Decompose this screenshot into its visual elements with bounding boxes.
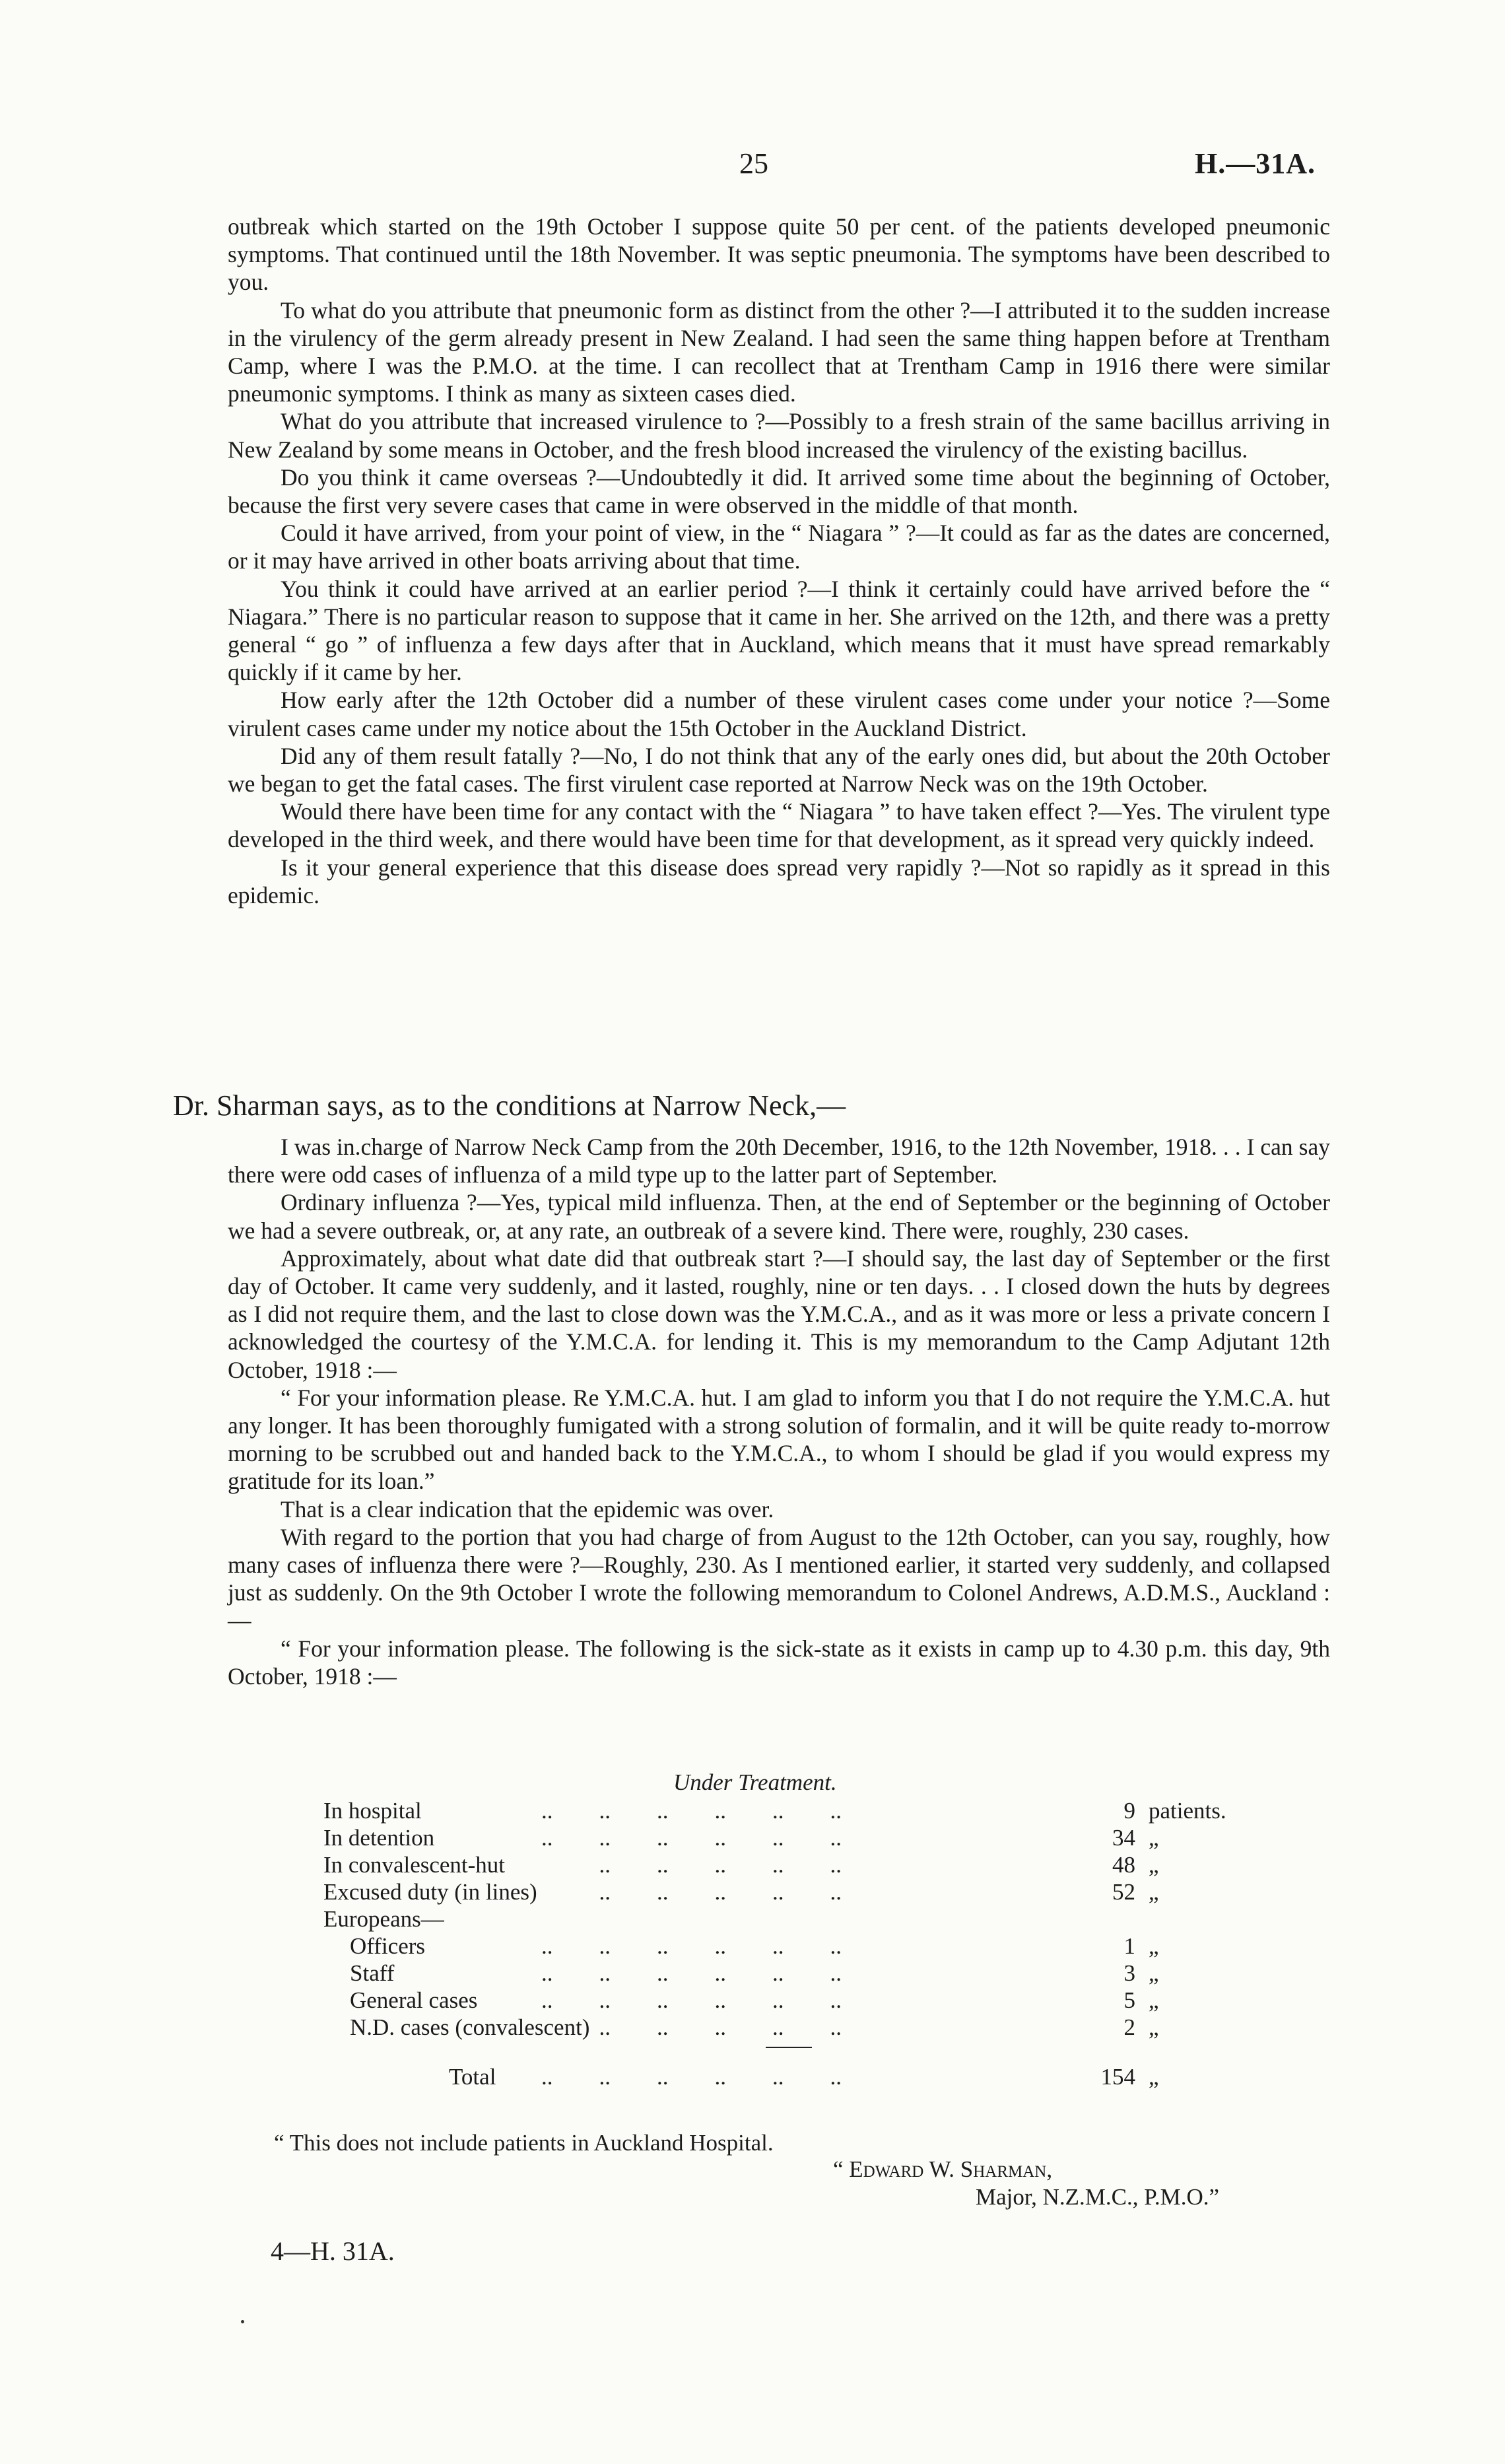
section-heading: Dr. Sharman says, as to the conditions at Narrow Neck,—: [173, 1089, 846, 1122]
stray-mark: [241, 2320, 244, 2323]
row-label: Europeans—: [323, 1906, 444, 1932]
paragraph: Could it have arrived, from your point of view, in the “ Niagara ” ?—It could as far as the dates are concerned, or it may have arrived in other boats arriving about that time.: [228, 520, 1330, 574]
leader-dots: .. .. .. .. .. ..: [541, 2064, 842, 2090]
table-row: [323, 2014, 1248, 2041]
paragraph: Is it your general experience that this disease does spread very rapidly ?—Not so rapidly as it spread in this epidemic.: [228, 854, 1330, 908]
row-value: 9: [1123, 1798, 1135, 1824]
table-row: [323, 1987, 1248, 2014]
row-unit: „: [1149, 1879, 1159, 1905]
paragraph: I was in.charge of Narrow Neck Camp from the 20th December, 1916, to the 12th November, 1918. . . I can say there were odd cases of influenza of a mild type up to the latter part of September.: [228, 1134, 1330, 1188]
row-unit: „: [1149, 1933, 1159, 1959]
leader-dots: .. .. .. .. .. ..: [541, 1825, 842, 1851]
leader-dots: .. .. .. .. ..: [541, 1852, 842, 1878]
leader-dots: .. .. .. .. .. ..: [541, 1960, 842, 1986]
row-unit: „: [1149, 1987, 1159, 2013]
table-row: [323, 1878, 1248, 1905]
page-number: 25: [739, 147, 768, 180]
testimony-block-2: [228, 1133, 1330, 1690]
leader-dots: .. .. .. .. ..: [541, 2014, 842, 2040]
paragraph: outbreak which started on the 19th October I suppose quite 50 per cent. of the patients developed pneumonic symptoms. That continued until the 18th November. It was septic pneumonia. The symptoms have been described to you.: [228, 213, 1330, 296]
memo-quote: “ For your information please. The following is the sick-state as it exists in camp up to 4.30 p.m. this day, 9th October, 1918 :—: [228, 1635, 1330, 1690]
row-value: 5: [1123, 1987, 1135, 2013]
paragraph: Approximately, about what date did that outbreak start ?—I should say, the last day of September or the first day of October. It came very suddenly, and it lasted, roughly, nine or ten days. . . I closed down the huts by degrees as I did not require them, and the last to close down was the Y.M.C.A., and as it was more or less a private concern I acknowledged the courtesy of the Y.M.C.A. for lending it. This is my memorandum to the Camp Adjutant 12th October, 1918 :—: [228, 1245, 1330, 1383]
leader-dots: .. .. .. .. .. ..: [541, 1933, 842, 1959]
row-value: 48: [1112, 1852, 1135, 1878]
signature-name: “ Edward W. Sharman,: [833, 2156, 1053, 2182]
table-total-row: [323, 2063, 1248, 2090]
row-label: Excused duty (in lines): [323, 1879, 537, 1905]
total-unit: „: [1149, 2064, 1159, 2090]
document-reference: H.—31A.: [1195, 147, 1316, 180]
paragraph: How early after the 12th October did a number of these virulent cases come under your notice ?—Some virulent cases came under my notice about the 15th October in the Auckland District.: [228, 687, 1330, 741]
memo-note: “ This does not include patients in Auckland Hospital.: [274, 2130, 774, 2156]
total-rule: [766, 2047, 812, 2048]
row-label: Officers: [350, 1933, 426, 1959]
paragraph: Did any of them result fatally ?—No, I do not think that any of the early ones did, but about the 20th October we began to get the fatal cases. The first virulent case reported at Narrow Neck was on the 19th October.: [228, 742, 1330, 798]
table-row: [323, 1797, 1248, 1824]
row-value: 34: [1112, 1825, 1135, 1851]
row-label: N.D. cases (convalescent): [350, 2014, 590, 2040]
total-label: Total: [449, 2064, 496, 2090]
signature-mark: 4—H. 31A.: [271, 2236, 395, 2266]
table-row: [323, 1824, 1248, 1851]
row-value: 2: [1123, 2014, 1135, 2040]
table-row: [323, 1933, 1248, 1960]
row-label: In hospital: [323, 1798, 422, 1824]
table-title: Under Treatment.: [673, 1769, 837, 1795]
paragraph: That is a clear indication that the epidemic was over.: [281, 1495, 774, 1523]
leader-dots: .. .. .. .. .. ..: [541, 1798, 842, 1824]
total-value: 154: [1100, 2064, 1135, 2090]
row-unit: „: [1149, 1825, 1159, 1851]
signature-title: Major, N.Z.M.C., P.M.O.”: [976, 2184, 1220, 2210]
table-row: [323, 1851, 1248, 1878]
paragraph: Would there have been time for any contact with the “ Niagara ” to have taken effect ?—Yes. The virulent type developed in the third week, and there would have been time for that development, as it spread very quickly indeed.: [228, 798, 1330, 853]
row-label: In convalescent-hut: [323, 1852, 506, 1878]
leader-dots: .. .. .. .. .. ..: [541, 1987, 842, 2013]
table-row: [323, 1905, 1248, 1933]
paragraph: Ordinary influenza ?—Yes, typical mild influenza. Then, at the end of September or the beginning of October we had a severe outbreak, or, at any rate, an outbreak of a severe kind. There were, roughly, 230 cases.: [228, 1189, 1330, 1244]
paragraph: To what do you attribute that pneumonic form as distinct from the other ?—I attributed it to the sudden increase in the virulency of the germ already present in New Zealand. I had seen the same thing happen before at Trentham Camp, where I was the P.M.O. at the time. I can recollect that at Trentham Camp in 1916 there were similar pneumonic symptoms. I think as many as sixteen cases died.: [228, 296, 1330, 407]
paragraph: You think it could have arrived at an earlier period ?—I think it certainly could have arrived before the “ Niagara.” There is no particular reason to suppose that it came in her. She arrived on the 12th, and there was a pretty general “ go ” of influenza a few days after that in Auckland, which means that it must have spread remarkably quickly if it came by her.: [228, 575, 1330, 686]
row-label: In detention: [323, 1825, 435, 1851]
row-unit: „: [1149, 1960, 1159, 1986]
row-value: 3: [1123, 1960, 1135, 1986]
row-unit: „: [1149, 2014, 1159, 2040]
row-value: 52: [1112, 1879, 1135, 1905]
row-label: General cases: [350, 1987, 478, 2013]
row-unit: patients.: [1149, 1798, 1226, 1824]
table-row: [323, 1960, 1248, 1987]
row-value: 1: [1123, 1933, 1135, 1959]
memo-quote: “ For your information please. Re Y.M.C.A. hut. I am glad to inform you that I do not require the Y.M.C.A. hut any longer. It has been thoroughly fumigated with a strong solution of formalin, and it will be quite ready to-morrow morning to be scrubbed out and handed back to the Y.M.C.A., to whom I should be glad if you would express my gratitude for its loan.”: [228, 1384, 1330, 1495]
testimony-block-1: [228, 213, 1330, 909]
paragraph: Do you think it came overseas ?—Undoubtedly it did. It arrived some time about the beginning of October, because the first very severe cases that came in were observed in the middle of that month.: [228, 463, 1330, 519]
row-unit: „: [1149, 1852, 1159, 1878]
paragraph: What do you attribute that increased virulence to ?—Possibly to a fresh strain of the same bacillus arriving in New Zealand by some means in October, and the fresh blood increased the virulency of the existing bacillus.: [228, 408, 1330, 463]
leader-dots: .. .. .. .. ..: [541, 1879, 842, 1905]
row-label: Staff: [350, 1960, 395, 1986]
paragraph: With regard to the portion that you had charge of from August to the 12th October, can you say, roughly, how many cases of influenza there were ?—Roughly, 230. As I mentioned earlier, it started very suddenly, and collapsed just as suddenly. On the 9th October I wrote the following memorandum to Colonel Andrews, A.D.M.S., Auckland :—: [228, 1523, 1330, 1634]
